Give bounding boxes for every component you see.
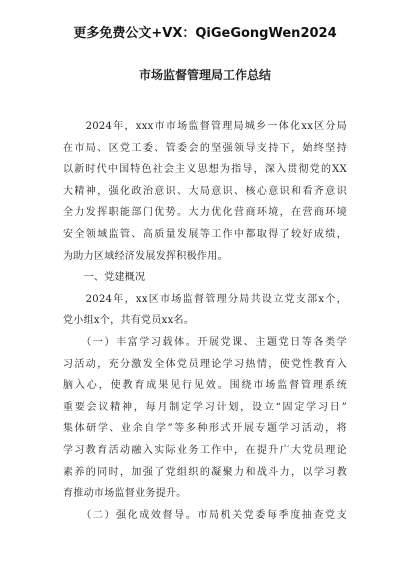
text-line: （二）强化成效督导。市局机关党委每季度抽查党支	[63, 509, 347, 521]
text-line: 为助力区域经济发展发挥积极作用。	[63, 250, 228, 262]
text-line: 大精神，强化政治意识、大局意识、核心意识和看齐意识	[63, 185, 347, 197]
text-line: （一）丰富学习载体。开展党课、主题党日等各类学	[63, 336, 347, 348]
text-line: 育推动市场监督业务提升。	[63, 488, 187, 500]
text-line: 安全领域监管、高质量发展等工作中都取得了较好成绩，	[63, 228, 347, 240]
text-line: 重要会议精神，每月制定学习计划，设立“固定学习日”	[63, 401, 347, 413]
text-line: 在市局、区党工委、管委会的坚强领导支持下，始终坚持	[63, 142, 347, 154]
text-line: 2024年，xx区市场监督管理分局共设立党支部x个，	[63, 293, 347, 305]
text-line: 集体研学、业余自学”等多种形式开展专题学习活动，将	[63, 423, 347, 435]
text-line: 全力发挥职能部门优势。大力优化营商环境，在营商环境	[63, 207, 347, 219]
text-line: 党小组x个，共有党员xx名。	[63, 315, 195, 327]
text-line: 习活动，充分激发全体党员理论学习热情，使党性教育入	[63, 358, 347, 370]
document-body	[63, 116, 347, 526]
text-line: 一、党建概况	[63, 272, 146, 284]
watermark-header: 更多免费公文+VX：QiGeGongWen2024	[73, 26, 337, 41]
text-line: 素养的同时，加强了党组织的凝聚力和战斗力，以学习教	[63, 466, 347, 478]
text-line: 学习教育活动融入实际业务工作中，在提升广大党员理论	[63, 444, 347, 456]
document-title: 市场监督管理局工作总结	[138, 68, 271, 82]
text-line: 2024年，xxx市市场监督管理局城乡一体化xx区分局	[63, 121, 347, 132]
text-line: 脑入心，使教育成果见行见效。围绕市场监督管理系统	[63, 380, 347, 392]
text-line: 以新时代中国特色社会主义思想为指导，深入贯彻党的XX	[63, 164, 347, 176]
